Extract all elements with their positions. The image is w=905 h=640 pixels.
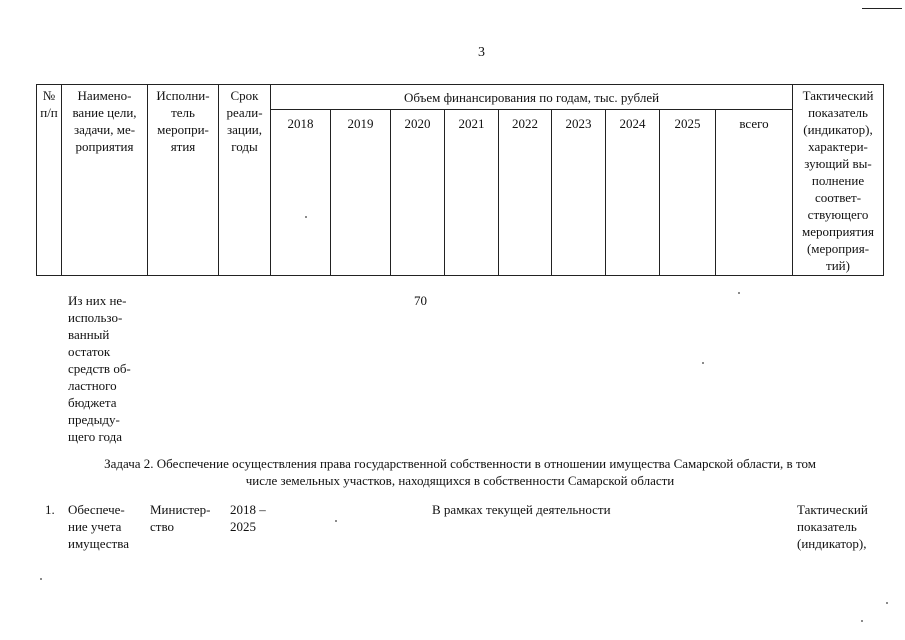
scan-speck [305,216,307,218]
year-header: 2019 [331,110,391,276]
scan-speck [702,362,704,364]
year-header: 2023 [552,110,606,276]
scan-speck [886,602,888,604]
scan-speck [335,520,337,522]
col-header-funding: Объем финансирования по годам, тыс. рублей [271,85,793,110]
row-indicator: Тактический показатель (индикатор), [797,502,868,551]
top-rule [862,8,902,9]
row-term: 2018 – 2025 [230,502,266,534]
year-header: 2020 [391,110,445,276]
col-header-executor: Исполни- тель меропри- ятия [148,85,219,276]
year-header: 2018 [271,110,331,276]
col-header-name: Наимено- вание цели, задачи, ме- роприятия [62,85,148,276]
row-number: 1. [45,502,55,517]
unused-balance-label: Из них не- использо- ванный остаток средств об- ластного бюджета предыду- щего года [68,293,131,444]
row-name: Обеспече- ние учета имущества [68,502,129,551]
year-header: 2025 [660,110,716,276]
page-number: 3 [478,45,485,60]
total-header: всего [716,110,793,276]
col-header-number: № п/п [37,85,62,276]
scan-speck [738,292,740,294]
col-header-term: Срок реали- зации, годы [219,85,271,276]
year-header: 2021 [445,110,499,276]
task-heading: Задача 2. Обеспечение осуществления права государственной собственности в отношении имущества Самарской области, в том числе земельных участков, находящихся в собственности Самарской области [104,456,816,488]
scan-speck [861,620,863,622]
year-header: 2024 [606,110,660,276]
header-table [36,84,884,276]
year-header: 2022 [499,110,552,276]
col-header-indicator: Тактический показатель (индикатор), характери- зующий вы- полнение соответ- ствующего мероприятия (мероприя- тий) [793,85,884,276]
scan-speck [40,578,42,580]
unused-balance-2020: 70 [414,293,427,308]
row-executor: Министер- ство [150,502,211,534]
row-funding: В рамках текущей деятельности [432,502,611,517]
